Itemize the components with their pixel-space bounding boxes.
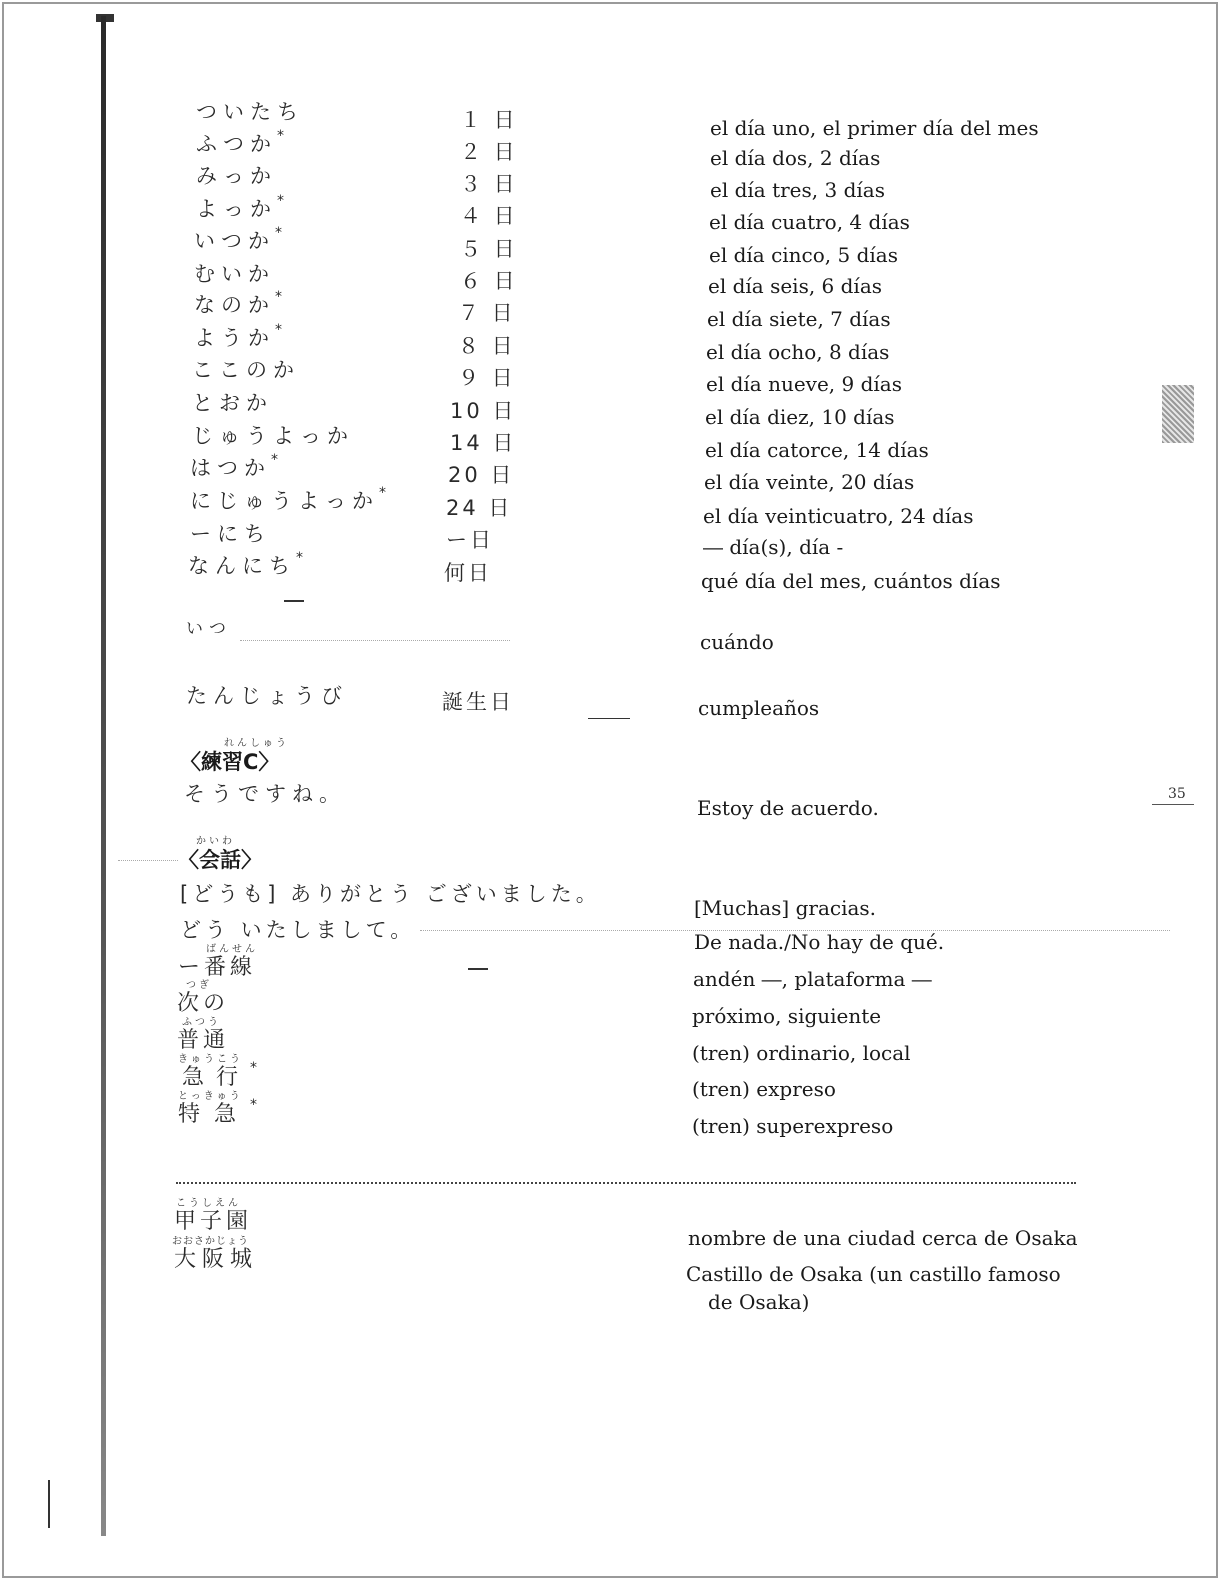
date-meaning: el día cuatro, 4 días	[709, 210, 910, 234]
date-kana: なんにち*	[188, 550, 303, 578]
date-kana: ついたち	[196, 100, 304, 124]
binding-mark-bottom	[48, 1480, 50, 1528]
vocab-meaning: (tren) ordinario, local	[692, 1041, 911, 1065]
binding-edge	[101, 16, 106, 1536]
dash-mark	[284, 600, 304, 602]
birthday-meaning: cumpleaños	[698, 696, 820, 720]
date-meaning: el día veinte, 20 días	[704, 470, 915, 494]
date-meaning: el día nueve, 9 días	[706, 372, 902, 396]
date-kanji: ９ 日	[458, 366, 516, 390]
proper-noun-kanji: 大阪城	[174, 1247, 259, 1272]
page-number: 35	[1168, 786, 1186, 802]
dash-mark	[588, 718, 630, 719]
proper-noun-kanji: 甲子園	[174, 1209, 253, 1234]
date-kanji: ７ 日	[458, 301, 516, 325]
date-kanji: ８ 日	[458, 334, 516, 358]
date-kana: じゅうよっか	[192, 424, 354, 448]
itsu-meaning: cuándo	[700, 630, 774, 654]
date-kana: いつか*	[194, 225, 282, 253]
vocab-meaning: (tren) superexpreso	[692, 1114, 894, 1138]
date-kanji: ー日	[446, 528, 494, 552]
date-meaning: el día seis, 6 días	[708, 274, 883, 298]
date-kanji: 24 日	[446, 496, 513, 520]
vocab-kanji: 次の	[177, 991, 230, 1016]
date-kana: ふつか*	[196, 128, 284, 156]
faint-line	[240, 640, 510, 641]
faint-line	[118, 860, 178, 861]
date-kana: むいか	[194, 262, 275, 286]
kaiwa-heading: 〈会話〉	[178, 848, 262, 872]
birthday-kana: たんじょうび	[186, 684, 348, 708]
date-kana: みっか	[196, 164, 277, 188]
date-meaning: el día tres, 3 días	[710, 178, 885, 202]
proper-noun-meaning-cont: de Osaka)	[708, 1290, 810, 1314]
vocab-ruby: つぎ	[186, 980, 212, 991]
date-kanji: ４ 日	[460, 204, 518, 228]
date-kanji: ６ 日	[460, 269, 518, 293]
kaiwa-phrase-kana: どう いたしまして。	[180, 918, 416, 942]
vocab-kanji: 普通	[177, 1028, 230, 1053]
date-kanji: １ 日	[460, 108, 518, 132]
page-number-rule	[1152, 804, 1194, 805]
date-kana: ーにち	[190, 522, 271, 546]
date-meaning: el día siete, 7 días	[707, 307, 891, 331]
date-kanji: 10 日	[450, 399, 517, 423]
kaiwa-phrase-meaning: De nada./No hay de qué.	[694, 930, 945, 954]
date-kanji: ２ 日	[460, 140, 518, 164]
proper-noun-meaning: nombre de una ciudad cerca de Osaka	[688, 1226, 1078, 1250]
date-kana: ようか*	[194, 322, 282, 350]
section-divider	[176, 1182, 1076, 1184]
proper-noun-ruby: こうしえん	[176, 1198, 241, 1209]
vocab-ruby: ばんせん	[206, 944, 258, 955]
date-meaning: el día ocho, 8 días	[706, 340, 890, 364]
date-meaning: el día veinticuatro, 24 días	[703, 504, 974, 528]
scan-noise	[1162, 385, 1194, 443]
date-kanji: 20 日	[448, 463, 515, 487]
date-kanji: ３ 日	[460, 172, 518, 196]
date-kana: とおか	[192, 391, 273, 415]
date-meaning: el día catorce, 14 días	[705, 438, 929, 462]
proper-noun-ruby: おおさかじょう	[172, 1236, 249, 1247]
vocab-ruby: ふつう	[182, 1017, 221, 1028]
date-kanji: ５ 日	[460, 237, 518, 261]
date-kana: にじゅうよっか*	[190, 485, 386, 513]
renshu-ruby: れんしゅう	[224, 738, 289, 749]
date-kanji: 14 日	[450, 431, 517, 455]
vocab-ruby: とっきゅう	[178, 1091, 243, 1102]
kaiwa-phrase-kana: [どうも] ありがとう ございました。	[180, 882, 601, 906]
kaiwa-ruby: かいわ	[196, 836, 235, 847]
vocab-meaning: próximo, siguiente	[692, 1004, 882, 1028]
date-meaning: qué día del mes, cuántos días	[701, 569, 1001, 593]
kaiwa-phrase-meaning: [Muchas] gracias.	[694, 896, 877, 920]
faint-line	[420, 930, 1170, 931]
date-meaning: el día diez, 10 días	[705, 405, 895, 429]
date-meaning: el día cinco, 5 días	[709, 243, 898, 267]
vocab-kanji: ー番線	[178, 955, 257, 980]
vocab-kanji: 特急*	[178, 1097, 258, 1127]
date-kana: はつか*	[190, 452, 278, 480]
vocab-meaning: andén ―, plataforma ―	[693, 967, 932, 991]
birthday-kanji: 誕生日	[442, 690, 514, 714]
date-kana: よっか*	[196, 193, 284, 221]
vocab-meaning: (tren) expreso	[692, 1077, 836, 1101]
vocab-kanji: 急行*	[182, 1060, 258, 1090]
date-kana: なのか*	[194, 289, 282, 317]
date-kana: ここのか	[192, 358, 300, 382]
dash-mark	[468, 968, 488, 970]
date-meaning: el día dos, 2 días	[710, 146, 881, 170]
date-meaning: el día uno, el primer día del mes	[710, 116, 1039, 140]
renshu-meaning: Estoy de acuerdo.	[697, 796, 879, 820]
itsu-kana: いつ	[186, 619, 232, 639]
renshu-heading: 〈練習C〉	[180, 750, 280, 774]
proper-noun-meaning: Castillo de Osaka (un castillo famoso	[686, 1262, 1061, 1286]
renshu-kana: そうですね。	[184, 782, 346, 806]
date-kanji: 何日	[444, 561, 492, 585]
date-meaning: ― día(s), día -	[703, 535, 844, 559]
vocab-ruby: きゅうこう	[178, 1054, 243, 1065]
